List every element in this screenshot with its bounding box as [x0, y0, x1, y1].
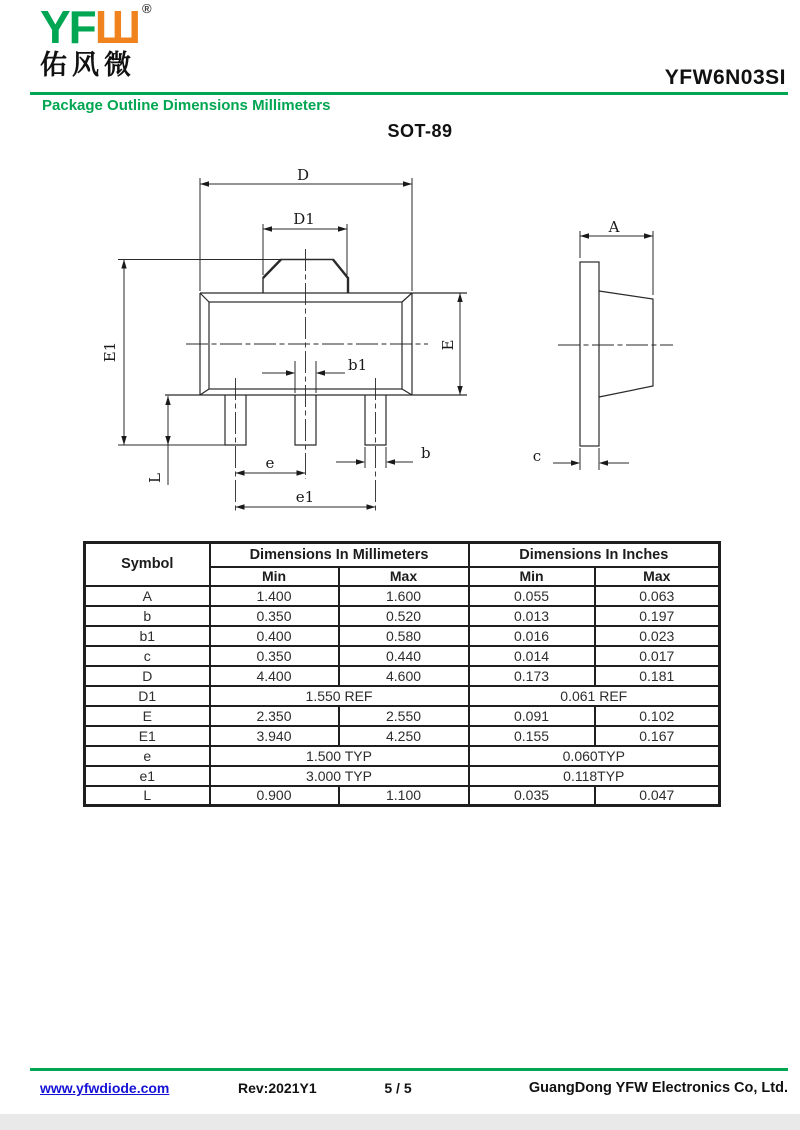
cell-symbol: E [85, 706, 210, 726]
cell-symbol: D1 [85, 686, 210, 706]
dim-label-e: e [265, 454, 275, 472]
col-header-millimeters: Dimensions In Millimeters [210, 543, 469, 567]
part-number: YFW6N03SI [664, 66, 786, 89]
dimensions-table [83, 541, 721, 807]
cell-symbol: L [85, 786, 210, 806]
dim-label-c: c [532, 447, 542, 465]
cell-in-max: 0.017 [595, 646, 720, 666]
cell-in-max: 0.063 [595, 586, 720, 606]
side-view [580, 262, 653, 446]
dim-label-e1: e1 [295, 488, 315, 506]
cell-in-max: 0.047 [595, 786, 720, 806]
cell-in-merged: 0.118TYP [469, 766, 720, 786]
table-row [85, 626, 720, 646]
dim-label-b: b [421, 444, 431, 462]
table-row [85, 586, 720, 606]
cell-mm-min: 0.350 [210, 606, 339, 626]
cell-mm-min: 4.400 [210, 666, 339, 686]
cell-in-min: 0.014 [469, 646, 595, 666]
page-number: 5 / 5 [384, 1080, 412, 1096]
col-header-in-min: Min [469, 567, 595, 586]
package-outline-drawing [100, 150, 700, 522]
page-bottom-band [0, 1114, 800, 1130]
cell-in-min: 0.055 [469, 586, 595, 606]
cell-mm-max: 4.600 [339, 666, 469, 686]
logo-text-orange: Ш [94, 1, 140, 53]
dim-label-A: A [608, 218, 620, 236]
cell-mm-min: 0.900 [210, 786, 339, 806]
company-name: GuangDong YFW Electronics Co, Ltd. [528, 1080, 788, 1096]
cell-mm-min: 0.400 [210, 626, 339, 646]
cell-in-min: 0.155 [469, 726, 595, 746]
cell-in-max: 0.197 [595, 606, 720, 626]
revision-label: Rev:2021Y1 [238, 1080, 317, 1096]
col-header-mm-min: Min [210, 567, 339, 586]
header-divider [30, 92, 788, 95]
cell-in-max: 0.102 [595, 706, 720, 726]
dim-label-D1: D1 [293, 210, 315, 228]
cell-symbol: A [85, 586, 210, 606]
logo-wordmark [40, 1, 150, 53]
dim-label-E: E [439, 339, 457, 351]
cell-in-merged: 0.061 REF [469, 686, 720, 706]
cell-in-min: 0.016 [469, 626, 595, 646]
package-title: SOT-89 [387, 121, 453, 141]
cell-mm-max: 0.520 [339, 606, 469, 626]
table-row [85, 706, 720, 726]
dim-label-L: L [146, 473, 164, 483]
cell-symbol: E1 [85, 726, 210, 746]
dim-label-D: D [296, 166, 310, 184]
logo-chinese-name: 佑风微 [40, 50, 136, 80]
cell-mm-min: 2.350 [210, 706, 339, 726]
cell-in-max: 0.181 [595, 666, 720, 686]
page-subtitle: Package Outline Dimensions Millimeters [42, 97, 331, 114]
table-row [85, 686, 720, 706]
cell-mm-min: 3.940 [210, 726, 339, 746]
cell-in-merged: 0.060TYP [469, 746, 720, 766]
cell-symbol: c [85, 646, 210, 666]
cell-symbol: D [85, 666, 210, 686]
cell-mm-min: 0.350 [210, 646, 339, 666]
cell-in-max: 0.167 [595, 726, 720, 746]
dimension-labels [101, 166, 620, 506]
cell-mm-merged: 1.550 REF [210, 686, 469, 706]
table-row [85, 746, 720, 766]
cell-mm-min: 1.400 [210, 586, 339, 606]
cell-symbol: b1 [85, 626, 210, 646]
cell-in-min: 0.013 [469, 606, 595, 626]
website-link[interactable]: www.yfwdiode.com [40, 1080, 170, 1096]
registered-trademark-icon: ® [142, 1, 150, 16]
col-header-in-max: Max [595, 567, 720, 586]
cell-symbol: e1 [85, 766, 210, 786]
dim-label-E1: E1 [101, 341, 119, 363]
footer [0, 1080, 800, 1100]
col-header-mm-max: Max [339, 567, 469, 586]
table-row [85, 666, 720, 686]
cell-in-min: 0.091 [469, 706, 595, 726]
logo-text-green: YF [40, 1, 95, 53]
table-row [85, 766, 720, 786]
cell-mm-merged: 3.000 TYP [210, 766, 469, 786]
cell-mm-max: 0.440 [339, 646, 469, 666]
footer-divider [30, 1068, 788, 1071]
table-row [85, 606, 720, 626]
cell-in-min: 0.035 [469, 786, 595, 806]
cell-mm-merged: 1.500 TYP [210, 746, 469, 766]
cell-in-min: 0.173 [469, 666, 595, 686]
cell-mm-max: 1.600 [339, 586, 469, 606]
cell-mm-max: 1.100 [339, 786, 469, 806]
dimensions-table-container [83, 541, 721, 807]
front-view [165, 260, 467, 446]
col-header-symbol: Symbol [85, 543, 210, 586]
table-row [85, 726, 720, 746]
col-header-inches: Dimensions In Inches [469, 543, 720, 567]
table-row [85, 646, 720, 666]
cell-mm-max: 2.550 [339, 706, 469, 726]
cell-mm-max: 4.250 [339, 726, 469, 746]
dimension-arrowheads [121, 181, 653, 509]
dimension-lines [118, 178, 653, 507]
cell-symbol: b [85, 606, 210, 626]
table-row [85, 786, 720, 806]
cell-in-max: 0.023 [595, 626, 720, 646]
cell-symbol: e [85, 746, 210, 766]
cell-mm-max: 0.580 [339, 626, 469, 646]
dim-label-b1: b1 [348, 356, 368, 374]
